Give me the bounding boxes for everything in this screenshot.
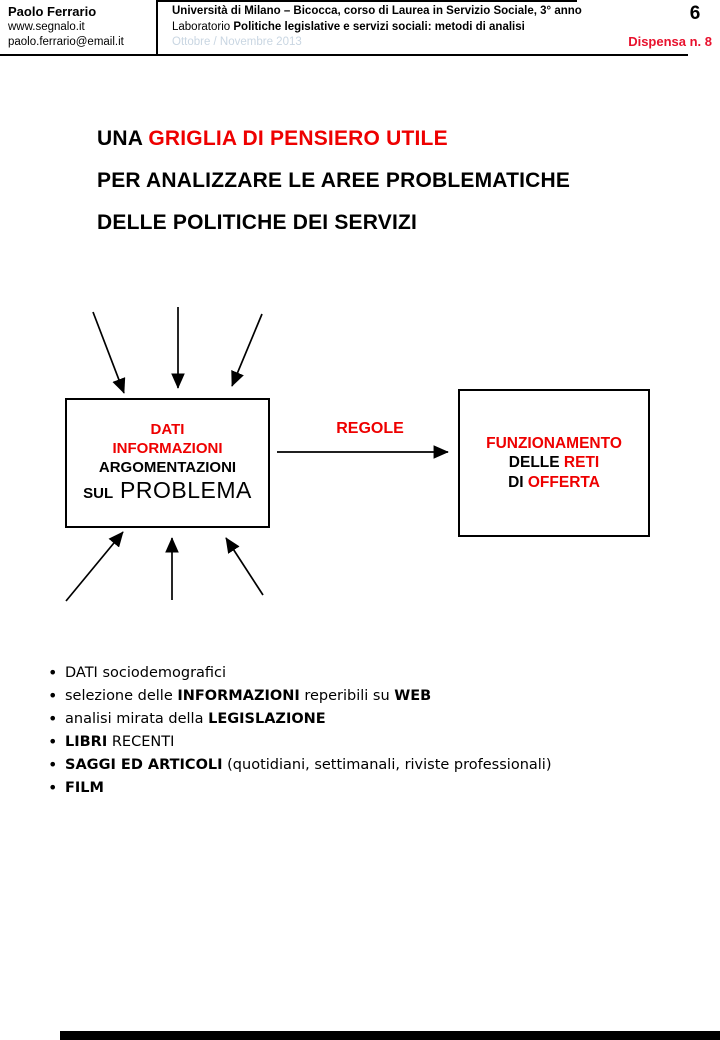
bullet-list — [48, 662, 688, 800]
problem-box — [65, 398, 270, 528]
offer-box-line3 — [508, 473, 600, 493]
list-item: • analisi mirata della LEGISLAZIONE — [48, 708, 688, 731]
offer-box-line2-red: RETI — [563, 454, 600, 472]
page-number: 6 — [689, 3, 701, 24]
list-item: • FILM — [48, 777, 688, 800]
author-name: Paolo Ferrario — [8, 4, 97, 19]
dispensa-label: Dispensa n. 8 — [628, 34, 712, 49]
title-line3: DELLE POLITICHE DEI SERVIZI — [97, 211, 418, 234]
offer-box-line3-red: OFFERTA — [527, 473, 600, 491]
offer-box-line1: FUNZIONAMENTO — [486, 434, 622, 452]
course-line2-bold: Politiche legislative e servizi sociali: metodi di analisi — [233, 20, 525, 33]
problem-box-line2: INFORMAZIONI — [112, 439, 223, 457]
title-line2: PER ANALIZZARE LE AREE PROBLEMATICHE — [97, 169, 571, 192]
offer-box-line2-black: DELLE — [508, 454, 564, 472]
list-item: • SAGGI ED ARTICOLI (quotidiani, settimanali, riviste professionali) — [48, 754, 688, 777]
bottom-page-rule — [60, 1031, 720, 1040]
list-item: • LIBRI RECENTI — [48, 731, 688, 754]
input-arrows-top — [93, 307, 262, 393]
input-arrows-bottom — [66, 532, 263, 601]
course-line2-prefix: Laboratorio — [172, 20, 234, 33]
course-date: Ottobre / Novembre 2013 — [172, 36, 302, 48]
offer-box-line2 — [509, 453, 599, 473]
arrow-label: REGOLE — [336, 420, 404, 437]
problem-box-line4 — [83, 477, 252, 507]
problem-box-line3: ARGOMENTAZIONI — [98, 458, 237, 476]
title-line1-red: GRIGLIA DI PENSIERO UTILE — [148, 127, 448, 150]
list-item: • selezione delle INFORMAZIONI reperibili su WEB — [48, 685, 688, 708]
problem-box-line1: DATI — [150, 420, 185, 438]
list-item: • DATI sociodemografici — [48, 662, 688, 685]
offer-box — [458, 389, 650, 537]
author-website: www.segnalo.it — [8, 20, 85, 33]
course-line1: Università di Milano – Bicocca, corso di Laurea in Servizio Sociale, 3° anno — [172, 5, 582, 17]
problem-box-line4-large: PROBLEMA — [113, 476, 252, 503]
problem-box-line4-small: SUL — [83, 484, 114, 502]
title-line1-black: UNA — [97, 127, 149, 150]
author-email: paolo.ferrario@email.it — [8, 36, 124, 48]
offer-box-line3-black: DI — [508, 473, 528, 491]
